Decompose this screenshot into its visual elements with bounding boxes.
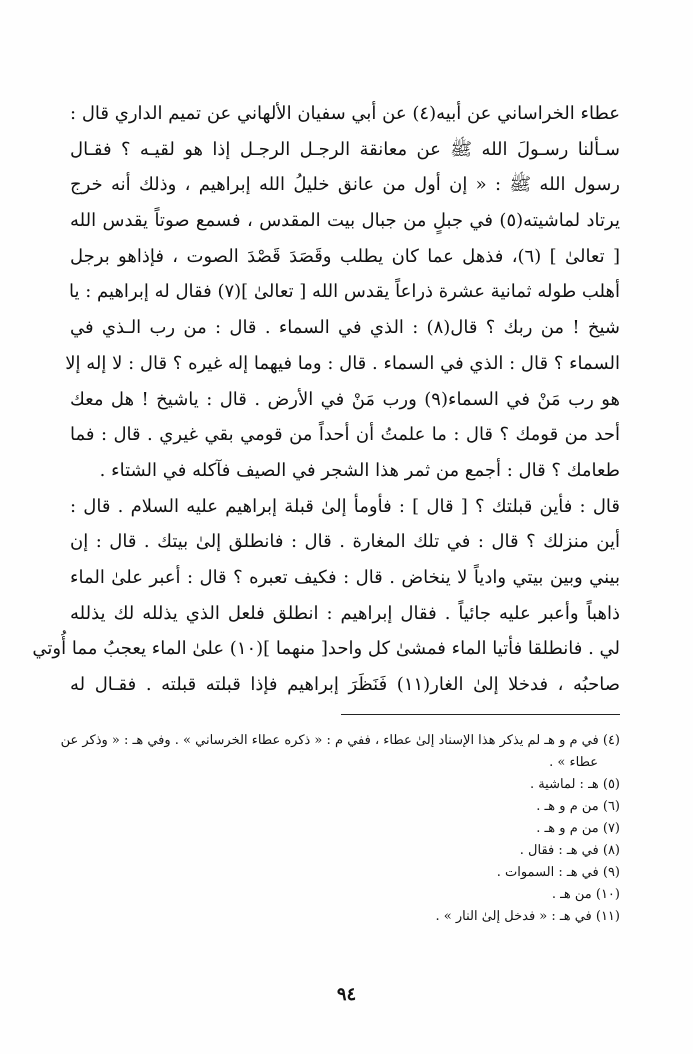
footnote-continuation: عطاء » . bbox=[549, 755, 598, 770]
text-line: [ تعالىٰ ] (٦)، فذهل عما كان يطلب وقَصَدَ قَصْدَ الصوت ، فإذاهو برجل bbox=[70, 245, 620, 267]
main-text bbox=[32, 96, 621, 703]
text-line: سـألنا رسـولَ الله ﷺ عن معانقة الرجـل الرجـل إذا هو لقيـه ؟ فقـال bbox=[70, 138, 620, 160]
footnote: (٦) من م و هـ . bbox=[536, 799, 620, 814]
footnote: (٧) من م و هـ . bbox=[536, 821, 620, 836]
text-line: قال : فأين قبلتك ؟ [ قال ] : فأومأ إلىٰ قبلة إبراهيم عليه السلام . قال : bbox=[70, 495, 620, 517]
text-line: السماء ؟ قال : الذي في السماء . قال : وما فيهما إله غيره ؟ قال : لا إله إلا bbox=[65, 352, 620, 374]
footnote-divider bbox=[341, 714, 620, 715]
footnote: (٩) في هـ : السموات . bbox=[496, 865, 620, 880]
footnote: (١٠) من هـ . bbox=[551, 887, 620, 902]
text-line: بيني وبين بيتي وادياً لا ينخاض . قال : فكيف تعبره ؟ قال : أعبر علىٰ الماء bbox=[70, 566, 620, 588]
text-line: صاحبُه ، فدخلا إلىٰ الغار(١١) فَنَظَرَ إبراهيم فإذا قبلته قبلته . فقـال له bbox=[70, 674, 620, 695]
footnote: (٤) في م و هـ لم يذكر هذا الإسناد إلىٰ عطاء ، ففي م : « ذكره عطاء الخرساني » . وفي هـ : « وذكر عن bbox=[60, 733, 620, 748]
footnote: (٥) هـ : لماشية . bbox=[529, 777, 620, 792]
text-line: أين منزلك ؟ قال : في تلك المغارة . قال : فانطلق إلىٰ بيتك . قال : إن bbox=[70, 531, 620, 553]
text-line: لي . فانطلقا فأتيا الماء فمشىٰ كل واحد[ منهما ](١٠) علىٰ الماء يعجبُ مما أُوتي bbox=[32, 638, 620, 660]
text-line: طعامك ؟ قال : أجمع من ثمر هذا الشجر في الصيف فآكله في الشتاء . bbox=[99, 459, 620, 481]
text-line: أحد من قومك ؟ قال : ما علمتُ أن أحداً من قومي بقي غيري . قال : فما bbox=[70, 424, 620, 446]
text-line: عطاء الخراساني عن أبيه(٤) عن أبي سفيان الألهاني عن تميم الداري قال : bbox=[70, 103, 621, 124]
page-number: ٩٤ bbox=[336, 984, 357, 1005]
text-line: هو رب مَنْ في السماء(٩) ورب مَنْ في الأرض . قال : ياشيخ ! هل معك bbox=[70, 388, 621, 410]
footnote: (١١) في هـ : « فدخل إلىٰ النار » . bbox=[435, 909, 620, 924]
text-line: أهلب طوله ثمانية عشرة ذراعاً يقدس الله [ تعالىٰ ](٧) فقال له إبراهيم : يا bbox=[69, 281, 620, 303]
text-line: رسول الله ﷺ : « إن أول من عانق خليلُ الله إبراهيم ، وذلك أنه خرج bbox=[70, 174, 620, 196]
footnote: (٨) في هـ : فقال . bbox=[519, 843, 620, 858]
text-line: شيخ ! من ربك ؟ قال(٨) : الذي في السماء . قال : من رب الـذي في bbox=[70, 317, 620, 339]
footnotes bbox=[60, 730, 620, 928]
text-line: ذاهباً وأعبر عليه جائياً . فقال إبراهيم : انطلق فلعل الذي يذلله لك يذلله bbox=[70, 602, 620, 624]
text-line: يرتاد لماشيته(٥) في جبلٍ من جبال بيت المقدس ، فسمع صوتاً يقدس الله bbox=[70, 210, 620, 232]
